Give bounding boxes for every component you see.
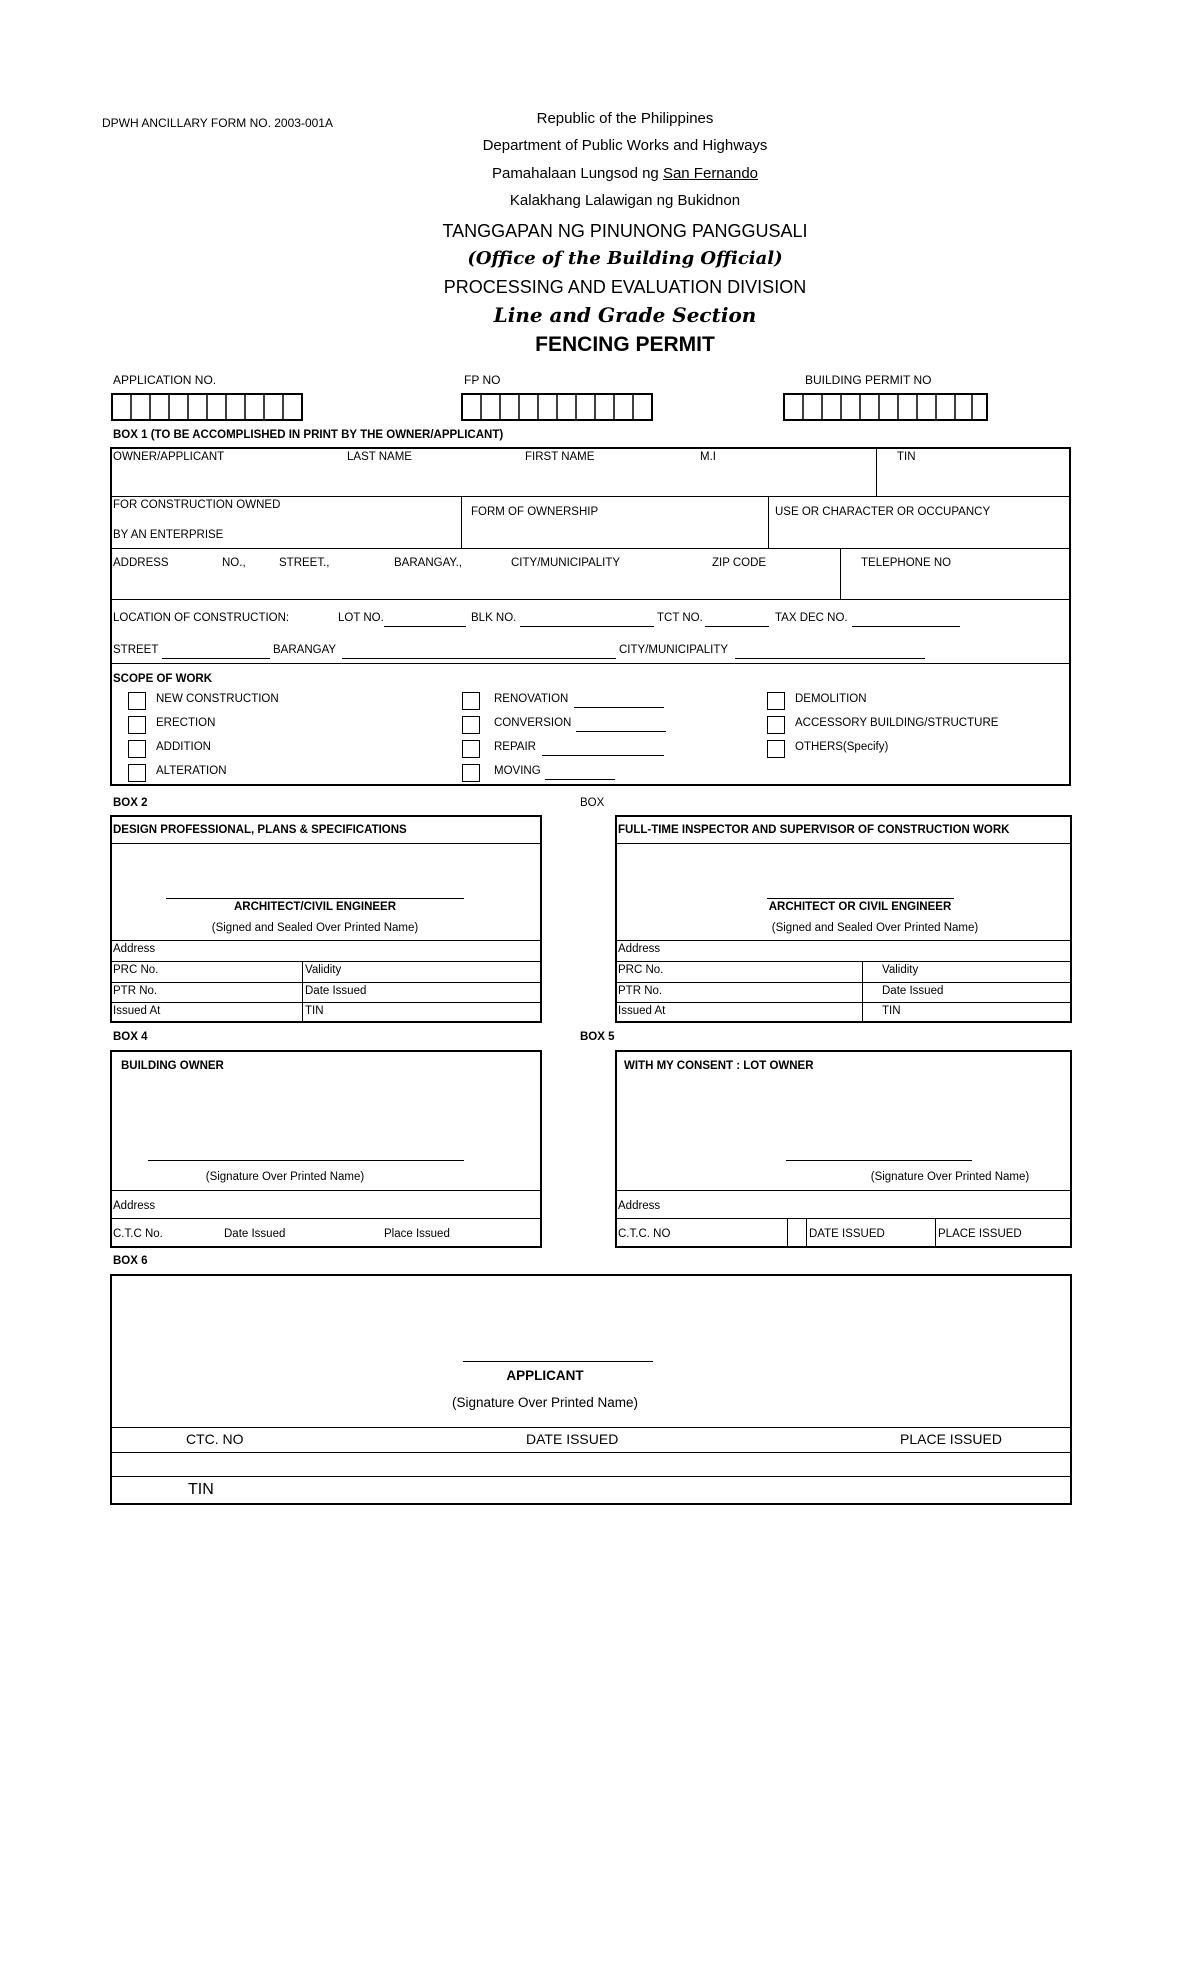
fp-no-field[interactable] [461, 393, 653, 421]
box5-sign-caption: (Signature Over Printed Name) [870, 1171, 1030, 1183]
section-title: Line and Grade Section [493, 303, 757, 327]
checkbox-conversion[interactable] [462, 716, 480, 734]
mi-label: M.I [700, 451, 716, 463]
box3-title: FULL-TIME INSPECTOR AND SUPERVISOR OF CONSTRUCTION WORK [618, 824, 1010, 836]
lot-no-line[interactable] [384, 626, 466, 627]
blk-no-line[interactable] [520, 626, 654, 627]
application-no-cells [111, 393, 303, 421]
checkbox-accessory-building[interactable] [767, 716, 785, 734]
box6-place-issued-label: PLACE ISSUED [900, 1431, 1002, 1447]
checkbox-others[interactable] [767, 740, 785, 758]
box3-signature-line[interactable] [767, 898, 954, 899]
box6-label: BOX 6 [113, 1255, 148, 1267]
location-street-line[interactable] [162, 658, 270, 659]
box4-ctc-label: C.T.C No. [113, 1228, 163, 1240]
box6-tin-label: TIN [188, 1481, 214, 1498]
location-barangay-line[interactable] [342, 658, 616, 659]
enterprise-label-2: BY AN ENTERPRISE [113, 529, 224, 541]
box4-place-issued-label: Place Issued [384, 1228, 450, 1240]
fp-no-cells [461, 393, 653, 421]
checkbox-repair[interactable] [462, 740, 480, 758]
office-english: (Office of the Building Official) [467, 248, 783, 269]
address-barangay-label: BARANGAY., [394, 557, 462, 569]
location-street-label: STREET [113, 644, 159, 656]
checkbox-alteration[interactable] [128, 764, 146, 782]
box3-role: ARCHITECT OR CIVIL ENGINEER [768, 901, 952, 913]
checkbox-new-construction[interactable] [128, 692, 146, 710]
scope-repair: REPAIR [494, 741, 536, 753]
box4-sign-caption: (Signature Over Printed Name) [205, 1171, 365, 1183]
box1-title: BOX 1 (TO BE ACCOMPLISHED IN PRINT BY THE OWNER/APPLICANT) [113, 429, 504, 441]
building-permit-no-field[interactable] [783, 393, 988, 421]
address-street-label: STREET., [279, 557, 330, 569]
box5-date-issued-label: DATE ISSUED [809, 1228, 885, 1240]
box2-date-issued-label: Date Issued [305, 985, 367, 997]
owner-applicant-label: OWNER/APPLICANT [113, 451, 225, 463]
application-no-field[interactable] [111, 393, 303, 421]
form-of-ownership-label: FORM OF OWNERSHIP [471, 506, 599, 518]
box6-date-issued-label: DATE ISSUED [526, 1431, 619, 1447]
scope-addition: ADDITION [156, 741, 211, 753]
box5-title: WITH MY CONSENT : LOT OWNER [624, 1060, 814, 1072]
box4-date-issued-label: Date Issued [224, 1228, 286, 1240]
scope-new-construction: NEW CONSTRUCTION [156, 693, 279, 705]
scope-accessory-building: ACCESSORY BUILDING/STRUCTURE [795, 717, 999, 729]
box2-tin-label: TIN [305, 1005, 324, 1017]
scope-renovation: RENOVATION [494, 693, 569, 705]
box3-date-issued-label: Date Issued [882, 985, 944, 997]
address-city-label: CITY/MUNICIPALITY [511, 557, 621, 569]
address-no-label: NO., [222, 557, 246, 569]
box5-address-label: Address [618, 1200, 661, 1212]
scope-conversion: CONVERSION [494, 717, 572, 729]
last-name-label: LAST NAME [347, 451, 412, 463]
moving-line[interactable] [545, 779, 615, 780]
header-republic: Republic of the Philippines [536, 110, 714, 127]
box2-role: ARCHITECT/CIVIL ENGINEER [233, 901, 397, 913]
form-number: DPWH ANCILLARY FORM NO. 2003-001A [102, 116, 333, 130]
checkbox-moving[interactable] [462, 764, 480, 782]
box2-issued-at-label: Issued At [113, 1005, 161, 1017]
box2-label: BOX 2 [113, 797, 148, 809]
box4-address-label: Address [113, 1200, 156, 1212]
fp-no-label: FP NO [464, 373, 501, 387]
header-city: San Fernando [662, 165, 759, 182]
telephone-label: TELEPHONE NO [861, 557, 952, 569]
location-label: LOCATION OF CONSTRUCTION: [113, 612, 290, 624]
box3-label: BOX [580, 797, 605, 809]
box4-title: BUILDING OWNER [121, 1060, 224, 1072]
repair-line[interactable] [542, 755, 664, 756]
box2-ptr-label: PTR No. [113, 985, 158, 997]
location-barangay-label: BARANGAY [273, 644, 337, 656]
box6 [110, 1274, 1072, 1505]
box3-prc-label: PRC No. [618, 964, 664, 976]
box6-applicant: APPLICANT [506, 1368, 584, 1383]
header-province: Kalakhang Lalawigan ng Bukidnon [509, 192, 741, 209]
permit-title: FENCING PERMIT [535, 333, 715, 356]
blk-no-label: BLK NO. [471, 612, 517, 624]
box3-issued-at-label: Issued At [618, 1005, 666, 1017]
application-no-label: APPLICATION NO. [113, 373, 217, 387]
location-city-line[interactable] [735, 658, 925, 659]
renovation-line[interactable] [574, 707, 664, 708]
division-title: PROCESSING AND EVALUATION DIVISION [443, 277, 807, 297]
tax-dec-no-label: TAX DEC NO. [775, 612, 848, 624]
tin-label: TIN [897, 451, 916, 463]
first-name-label: FIRST NAME [525, 451, 595, 463]
box5-place-issued-label: PLACE ISSUED [938, 1228, 1022, 1240]
scope-of-work-title: SCOPE OF WORK [113, 673, 213, 685]
scope-alteration: ALTERATION [156, 765, 227, 777]
box3-validity-label: Validity [882, 964, 919, 976]
box4-signature-line[interactable] [148, 1160, 464, 1161]
tax-dec-no-line[interactable] [852, 626, 960, 627]
box6-ctc-label: CTC. NO [186, 1431, 244, 1447]
scope-demolition: DEMOLITION [795, 693, 867, 705]
scope-erection: ERECTION [156, 717, 216, 729]
box3 [615, 815, 1072, 1023]
header-city-line: Pamahalaan Lungsod ng San Fernando [491, 165, 759, 182]
box3-ptr-label: PTR No. [618, 985, 663, 997]
scope-moving: MOVING [494, 765, 541, 777]
conversion-line[interactable] [576, 731, 666, 732]
scope-others: OTHERS(Specify) [795, 741, 889, 753]
checkbox-renovation[interactable] [462, 692, 480, 710]
checkbox-addition[interactable] [128, 740, 146, 758]
enterprise-label-1: FOR CONSTRUCTION OWNED [113, 499, 281, 511]
header-department: Department of Public Works and Highways [482, 137, 768, 154]
box2-address-label: Address [113, 943, 156, 955]
checkbox-demolition[interactable] [767, 692, 785, 710]
zip-code-label: ZIP CODE [712, 557, 767, 569]
building-permit-no-label: BUILDING PERMIT NO [805, 373, 932, 387]
building-permit-no-cells [783, 393, 988, 421]
box6-signature-line[interactable] [463, 1361, 653, 1362]
box5-ctc-label: C.T.C. NO [618, 1228, 671, 1240]
box6-sign-caption: (Signature Over Printed Name) [451, 1395, 639, 1410]
tct-no-line[interactable] [705, 626, 769, 627]
box2-signature-line[interactable] [166, 898, 464, 899]
box2-prc-label: PRC No. [113, 964, 159, 976]
box5-label: BOX 5 [580, 1031, 615, 1043]
box3-sign-caption: (Signed and Sealed Over Printed Name) [771, 922, 979, 934]
box3-address-label: Address [618, 943, 661, 955]
lot-no-label: LOT NO. [338, 612, 384, 624]
office-tagalog: TANGGAPAN NG PINUNONG PANGGUSALI [442, 221, 808, 241]
box2-validity-label: Validity [305, 964, 342, 976]
location-city-label: CITY/MUNICIPALITY [619, 644, 729, 656]
address-label: ADDRESS [113, 557, 169, 569]
box5-signature-line[interactable] [786, 1160, 972, 1161]
box2-title: DESIGN PROFESSIONAL, PLANS & SPECIFICATIONS [113, 824, 407, 836]
box4-label: BOX 4 [113, 1031, 148, 1043]
tct-no-label: TCT NO. [657, 612, 703, 624]
use-occupancy-label: USE OR CHARACTER OR OCCUPANCY [775, 506, 991, 518]
box2-sign-caption: (Signed and Sealed Over Printed Name) [211, 922, 419, 934]
box3-tin-label: TIN [882, 1005, 901, 1017]
checkbox-erection[interactable] [128, 716, 146, 734]
